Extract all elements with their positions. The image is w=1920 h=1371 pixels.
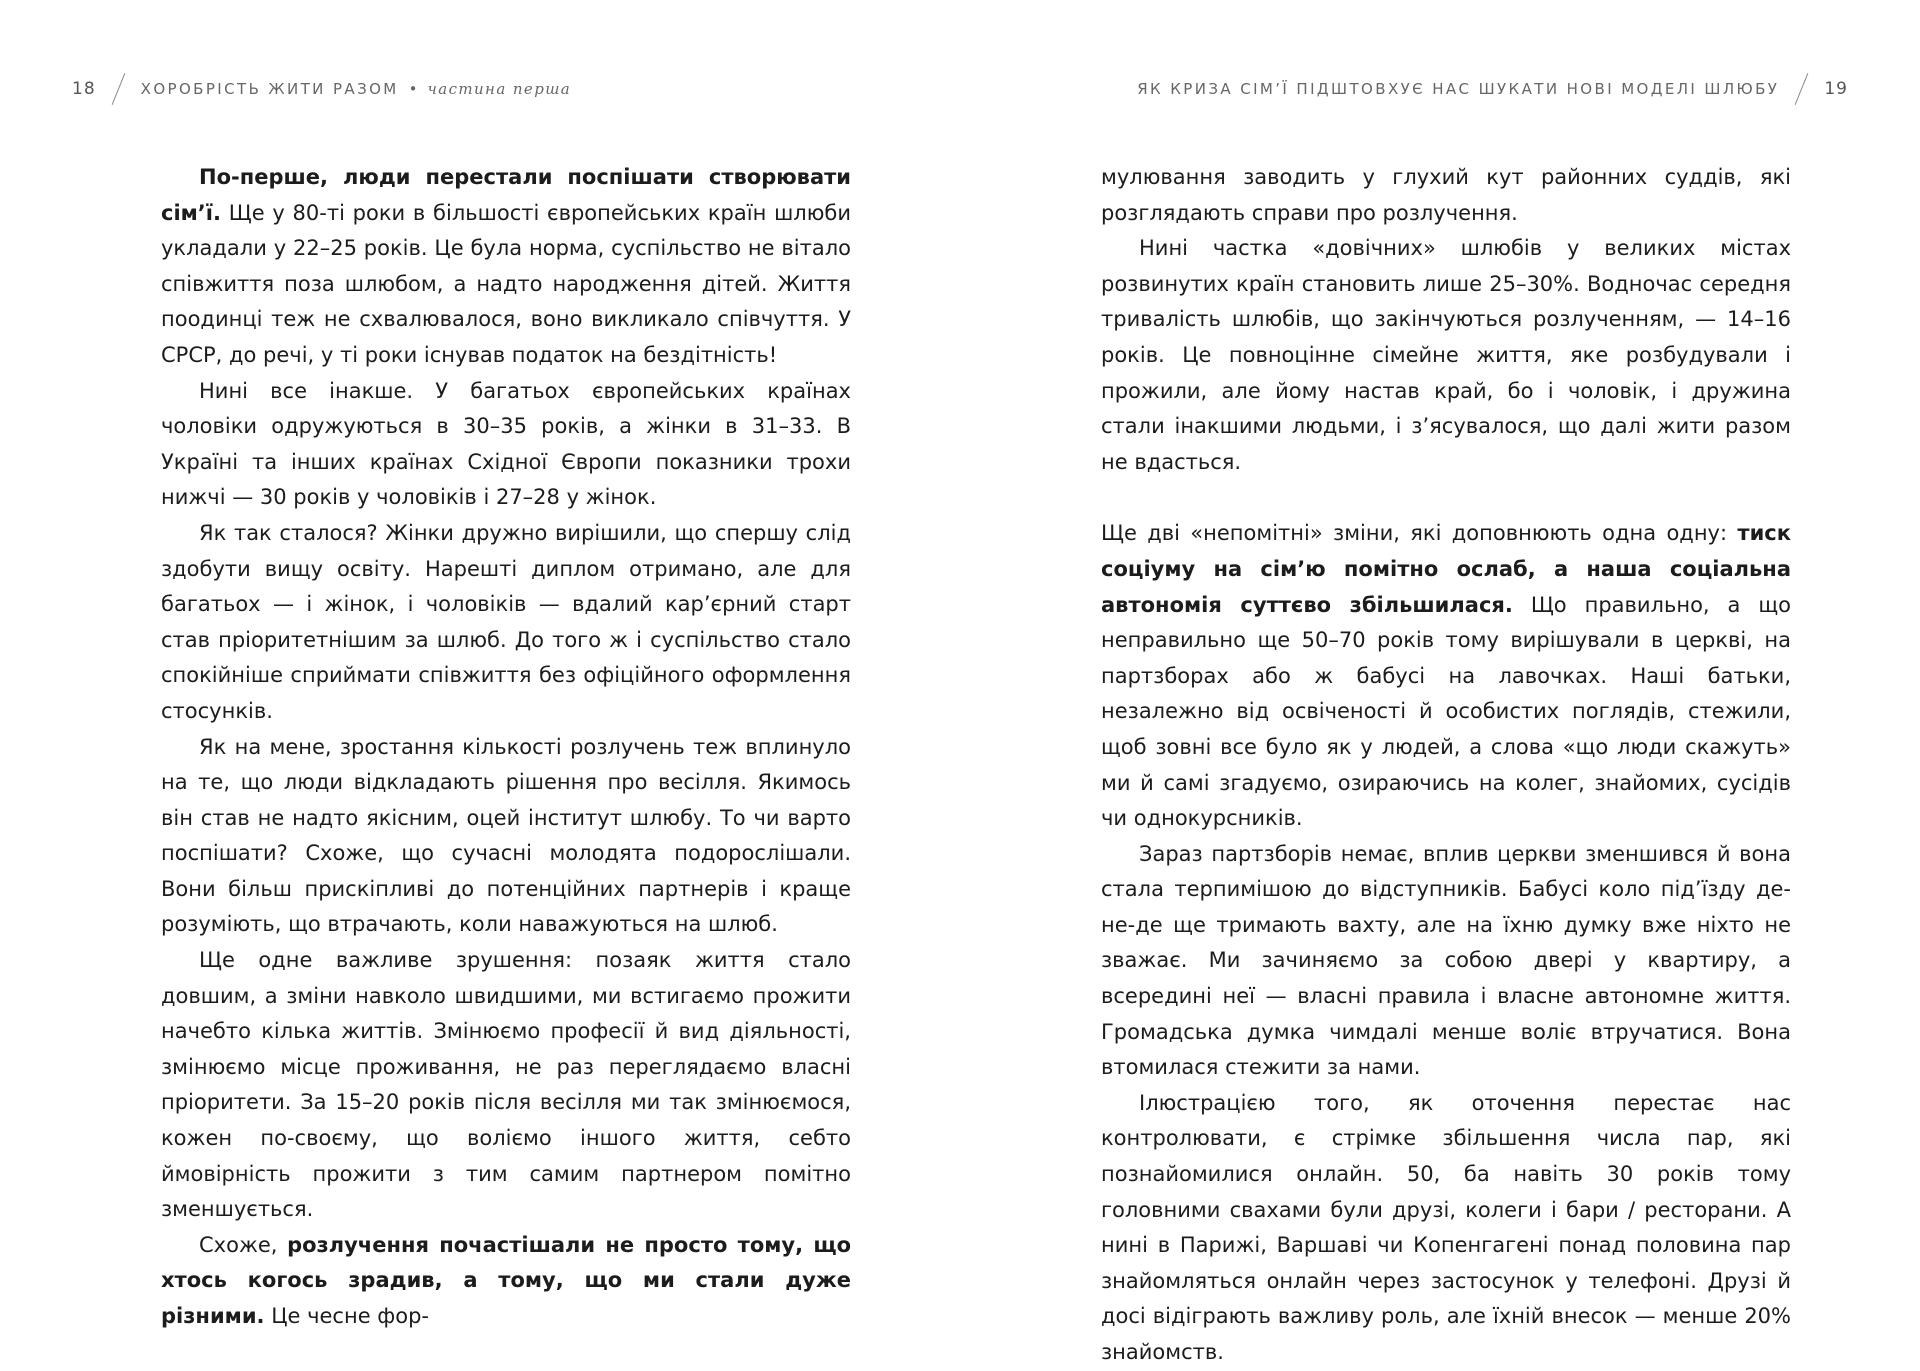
paragraph: Схоже, розлучення почастішали не просто тому, що хтось когось зрадив, а тому, що ми стали дуже різними. Це чесне фор- [161,1232,851,1328]
paragraph: Ще одне важливе зрушення: позаяк життя стало довшим, а зміни навколо швидшими, ми встигаємо прожити начебто кілька життів. Змінюємо професії й вид діяльності, змінюємо місце проживання, не раз переглядаємо власні пріоритети. За 15–20 років після весілля ми так змінюємося, кожен по-своєму, що воліємо іншого життя, себто ймовірність прожити з тим самим партнером помітно зменшується. [161,948,851,1222]
right-running-head [1137,74,1848,104]
paragraph: Як на мене, зростання кількості розлучень теж вплинуло на те, що люди відкладають рішення про весілля. Якимось він став не надто якісним, оцей інститут шлюбу. То чи варто поспішати? Схоже, що сучасні молодята подорослішали. Вони більш прискіпливі до потенційних партнерів і краще розуміють, що втрачають, коли наважуються на шлюб. [161,734,851,937]
running-head-title-right: ЯК КРИЗА СІМ’Ї ПІДШТОВХУЄ НАС ШУКАТИ НОВІ МОДЕЛІ ШЛЮБУ [1137,80,1780,98]
running-head-title-left: ХОРОБРІСТЬ ЖИТИ РАЗОМ [140,80,399,98]
paragraph: Як так сталося? Жінки дружно вирішили, що спершу слід здобути вищу освіту. Нарешті диплом отримано, але для багатьох — і жінок, і чоловіків — вдалий кар’єрний старт став пріоритетнішим за шлюб. До того ж і суспільство стало спокійніше сприймати співжиття без офіційного оформлення стосунків. [161,520,851,723]
paragraph: Нині все інакше. У багатьох європейських країнах чоловіки одружуються в 30–35 років, а жінки в 31–33. В Україні та інших країнах Східної Європи показники трохи нижчі — 30 років у чоловіків і 27–28 у жінок. [161,378,851,510]
paragraph: По-перше, люди перестали поспішати створювати сім’ї. Ще у 80-ті роки в більшості європейських країн шлюби укладали у 22–25 років. Це була норма, суспільство не вітало співжиття поза шлюбом, а надто народження дітей. Життя поодинці теж не схвалювалося, воно викликало співчуття. У СРСР, до речі, у ті роки існував податок на бездітність! [161,165,851,367]
page-number-right: 19 [1824,79,1848,99]
right-page [960,0,1920,1364]
left-running-head [72,74,571,104]
running-head-part: частина перша [427,80,572,98]
running-head-separator: • [408,80,418,98]
left-page [0,0,960,1328]
running-head-slash [111,73,125,105]
bold-emphasis: розлучення почастішали не просто тому, що хтось когось зрадив, а тому, що ми стали дуже різними. [161,1232,851,1328]
bold-lead: По-перше, люди перестали поспішати створювати сім’ї. [161,165,851,225]
running-head-slash [1795,73,1809,105]
right-body-text [1101,160,1791,1371]
paragraph: Нині частка «довічних» шлюбів у великих містах розвинутих країн становить лише 25–30%. Водночас середня тривалість шлюбів, що закінчуються розлученням, — 14–16 років. Це повноцінне сімейне життя, яке розбудували і прожили, але йому настав край, бо і чоловік, і дружина стали інакшими людьми, і з’ясувалося, що далі жити разом не вдасться. [1101,236,1791,474]
bold-emphasis: тиск соціуму на сім’ю помітно ослаб, а наша соціальна автономія суттєво збільшилася. [1101,521,1791,617]
page-number-left: 18 [72,79,96,99]
paragraph-continuation: мулювання заводить у глухий кут районних суддів, які розглядають справи про розлучення. [1101,165,1791,225]
paragraph: Ілюстрацією того, як оточення перестає нас контролювати, є стрімке збільшення числа пар, які познайомилися онлайн. 50, ба навіть 30 років тому головними свахами були друзі, колеги і бари / ресторани. А нині в Парижі, Варшаві чи Копенгагені понад половина пар знайомляться онлайн через застосунок у телефоні. Друзі й досі відіграють важливу роль, але їхній внесок — менше 20% знайомств. [1101,1090,1791,1364]
paragraph: Зараз партзборів немає, вплив церкви зменшився й вона стала терпимішою до відступників. Бабусі коло під’їзду де-не-де ще тримають вахту, але на їхню думку вже ніхто не зважає. Ми зачиняємо за собою двері у квартиру, а всередині неї — власні правила і власне автономне життя. Громадська думка чимдалі менше воліє втручатися. Вона втомилася стежити за нами. [1101,841,1791,1080]
paragraph-section-start: Ще дві «непомітні» зміни, які доповнюють одна одну: тиск соціуму на сім’ю помітно ослаб, а наша соціальна автономія суттєво збільшилася. Що правильно, а що неправильно ще 50–70 років тому вирішували в церкві, на партзборах або ж бабусі на лавочках. Наші батьки, незалежно від освіченості й особистих поглядів, стежили, щоб зовні все було як у людей, а слова «що люди скажуть» ми й самі згадуємо, озираючись на колег, знайомих, сусідів чи однокурсників. [1101,521,1791,831]
left-body-text [161,160,851,1335]
